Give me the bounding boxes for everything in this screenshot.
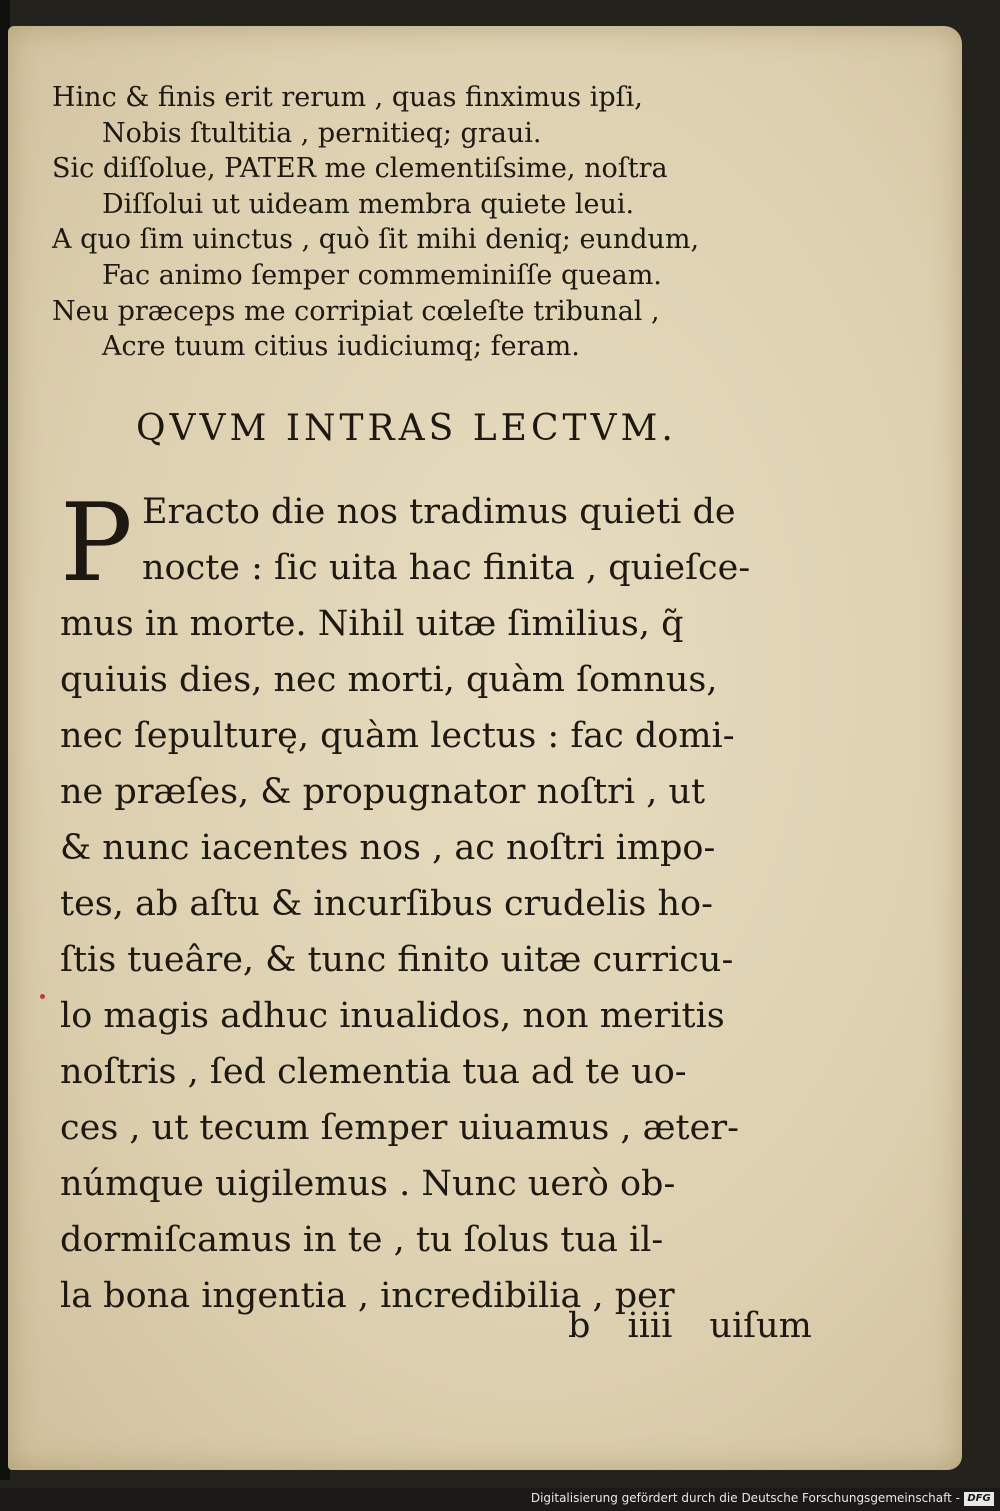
verse-line: Neu præceps me corripiat cœleſte tribunal , xyxy=(52,295,660,327)
body-line: ſtis tueâre, & tunc finito uitæ curricu- xyxy=(60,940,734,980)
body-line: tes, ab aſtu & incurſibus crudelis ho- xyxy=(60,884,713,924)
footer-bar xyxy=(0,1488,1000,1511)
body-line: quiuis dies, nec morti, quàm ſomnus, xyxy=(60,660,718,700)
body-line: Eracto die nos tradimus quieti de xyxy=(142,492,736,532)
body-line: nocte : ſic uita hac finita , quieſce- xyxy=(142,548,751,588)
verse-block xyxy=(52,80,922,365)
funding-credit: Digitalisierung gefördert durch die Deutsche Forschungsgemeinschaft - xyxy=(530,1491,960,1505)
verse-line: Hinc & finis erit rerum , quas finximus ipſi, xyxy=(52,82,643,113)
verse-line: Diſſolui ut uideam membra quiete leui. xyxy=(102,188,635,220)
body-line: ces , ut tecum ſemper uiuamus , æter- xyxy=(60,1108,739,1148)
section-heading: QVVM INTRAS LECTVM. xyxy=(136,408,677,449)
body-line: númque uigilemus . Nunc uerò ob- xyxy=(60,1164,676,1204)
margin-mark xyxy=(40,994,45,999)
book-page xyxy=(8,26,962,1470)
verse-line: Acre tuum citius iudiciumq; feram. xyxy=(102,331,580,363)
body-line: la bona ingentia , incredibilia , per xyxy=(60,1276,675,1316)
verse-line: Sic diſſolue, PATER me clementiſsime, noſtra xyxy=(52,153,668,185)
body-line: ne præſes, & propugnator noſtri , ut xyxy=(60,772,706,812)
body-line: mus in morte. Nihil uitæ ſimilius, q̃ xyxy=(60,604,684,644)
signature-catchword: b iiii uiſum xyxy=(568,1306,812,1346)
body-line: noſtris , ſed clementia tua ad te uo- xyxy=(60,1052,687,1092)
dfg-logo: DFG xyxy=(964,1492,994,1506)
body-line: lo magis adhuc inualidos, non meritis xyxy=(60,996,725,1036)
body-line: nec ſepulturę, quàm lectus : fac domi- xyxy=(60,716,735,756)
verse-line: Nobis ſtultitia , pernitieq; graui. xyxy=(102,117,542,149)
verse-line: A quo ſim uinctus , quò ſit mihi deniq; eundum, xyxy=(52,224,700,256)
body-line: & nunc iacentes nos , ac noſtri impo- xyxy=(60,828,716,868)
prayer-text xyxy=(60,481,920,1324)
body-line: dormiſcamus in te , tu ſolus tua il- xyxy=(60,1220,664,1260)
verse-line: Fac animo ſemper commeminiſſe queam. xyxy=(102,259,662,291)
drop-cap-initial: P xyxy=(60,481,133,606)
